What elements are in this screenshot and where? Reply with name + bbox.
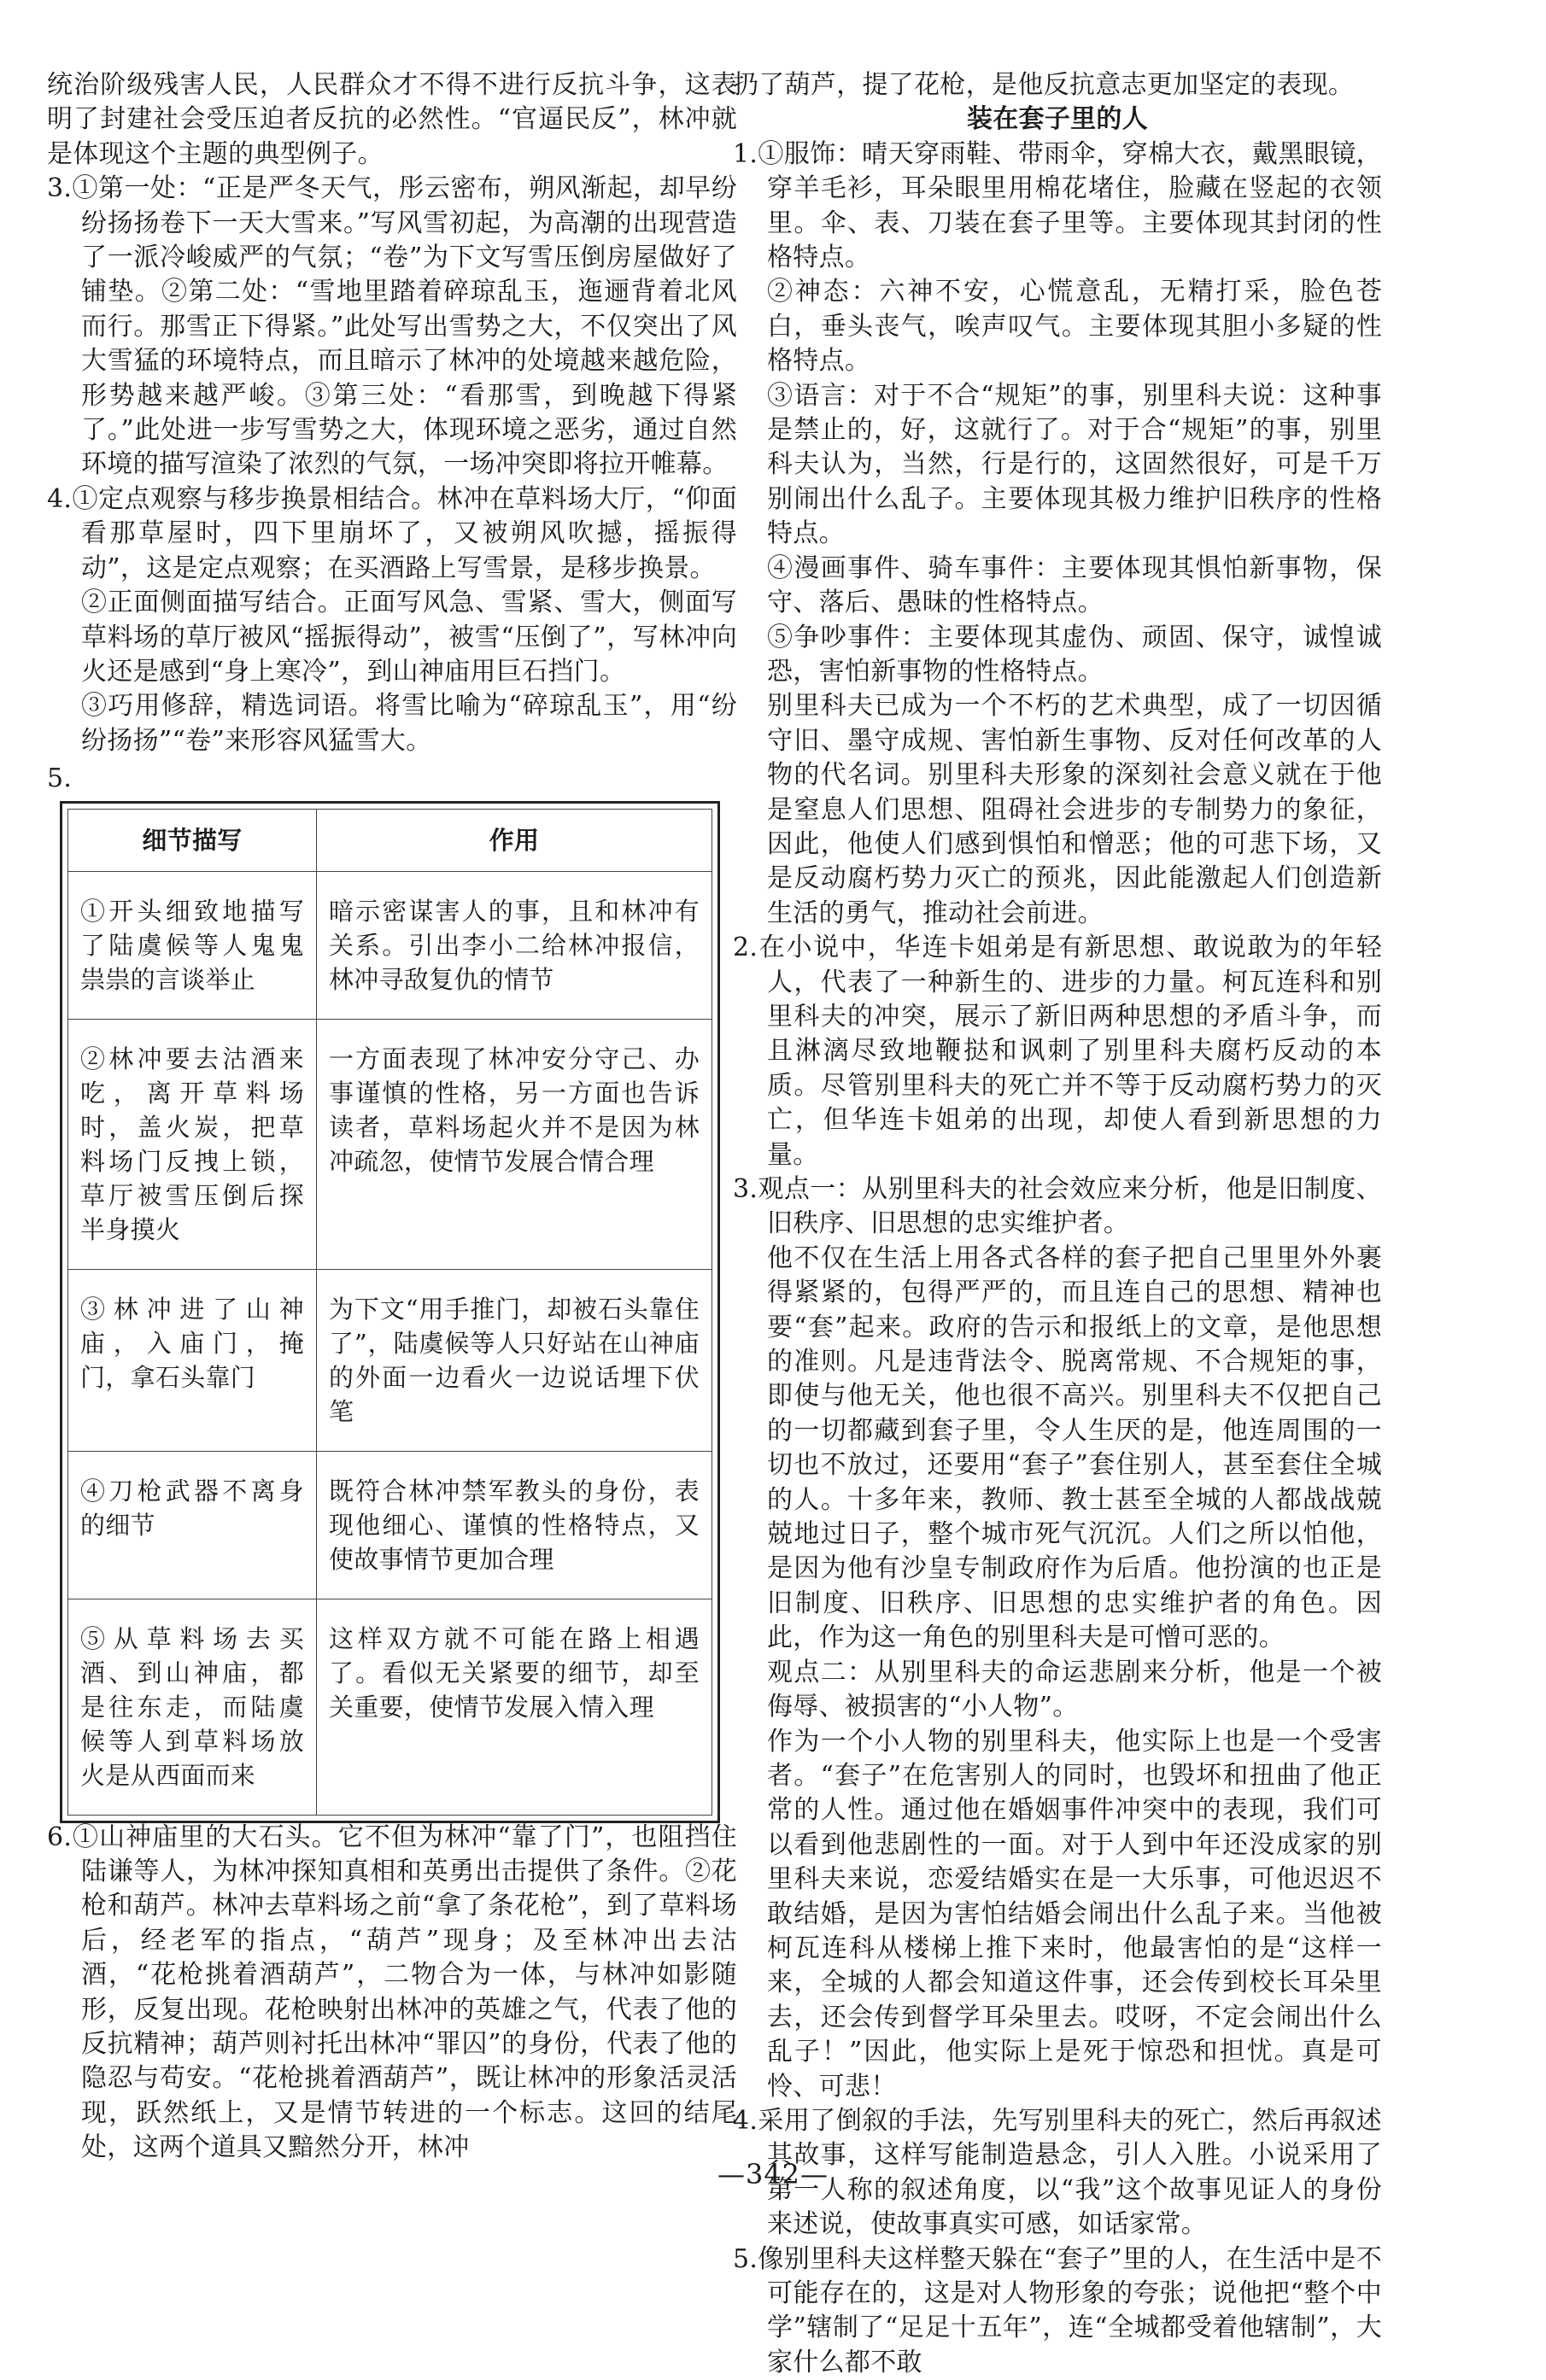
answer-3: 3.①第一处：“正是严冬天气，彤云密布，朔风渐起，却早纷纷扬扬卷下一天大雪来。”写风雪初起，为高潮的出现营造了一派冷峻威严的气氛；“卷”为下文写雪压倒房屋做好了铺垫。②第二处：“雪地里踏着碎琼乱玉，迤逦背着北风而行。那雪正下得紧。”此处写出雪势之大，不仅突出了风大雪猛的环境特点，而且暗示了林冲的处境越来越危险，形势越来越严峻。③第三处：“看那雪，到晚越下得紧了。”此处进一步写雪势之大，体现环境之恶劣，通过自然环境的描写渲染了浓烈的气氛，一场冲突即将拉开帷幕。: [47, 173, 737, 480]
answer-2: 2.在小说中，华连卡姐弟是有新思想、敢说敢为的年轻人，代表了一种新生的、进步的力量。柯瓦连科和别里科夫的冲突，展示了新旧两种思想的矛盾斗争，而且淋漓尽致地鞭挞和讽刺了别里科夫腐朽反动的本质。尽管别里科夫的死亡并不等于反动腐朽势力的灭亡，但华连卡姐弟的出现，却使人看到新思想的力量。: [733, 933, 1382, 1170]
answer-4-part2: ②正面侧面描写结合。正面写风急、雪紧、雪大，侧面写草料场的草厅被风“摇振得动”，被雪“压倒了”，写林冲向火还是感到“身上寒冷”，到山神庙用巨石挡门。: [81, 588, 737, 687]
table-cell-detail: ③林冲进了山神庙，入庙门，掩门，拿石头靠门: [68, 1269, 317, 1451]
answer-5: 5.像别里科夫这样整天躲在“套子”里的人，在生活中是不可能存在的，这是对人物形象的夸张；说他把“整个中学”辖制了“足足十五年”，连“全城都受着他辖制”，大家什么都不敢: [733, 2243, 1382, 2377]
answer-1-summary: 别里科夫已成为一个不朽的艺术典型，成了一切因循守旧、墨守成规、害怕新生事物、反对任何改革的人物的代名词。别里科夫形象的深刻社会意义就在于他是窒息人们思想、阻碍社会进步的专制势力的象征，因此，他使人们感到惧怕和憎恶；他的可悲下场，又是反动腐朽势力灭亡的预兆，因此能激起人们创造新生活的勇气，推动社会前进。: [767, 691, 1382, 928]
table-cell-effect: 这样双方就不可能在路上相遇了。看似无关紧要的细节，却至关重要，使情节发展入情入理: [317, 1599, 712, 1815]
answer-5-number: 5.: [47, 763, 73, 794]
table-cell-detail: ②林冲要去沽酒来吃，离开草料场时，盖火炭，把草料场门反拽上锁，草厅被雪压倒后探半身摸火: [68, 1019, 317, 1269]
section-title: 装在套子里的人: [966, 104, 1149, 135]
table-header-row: [68, 809, 712, 871]
answer-6: 6.①山神庙里的大石头。它不但为林冲“靠了门”，也阻挡住陆谦等人，为林冲探知真相和英勇出击提供了条件。②花枪和葫芦。林冲去草料场之前“拿了条花枪”，到了草料场后，经老军的指点，“葫芦”现身；及至林冲出去沽酒，“花枪挑着酒葫芦”，二物合为一体，与林冲如影随形，反复出现。花枪映射出林冲的英雄之气，代表了他的反抗精神；葫芦则衬托出林冲“罪囚”的身份，代表了他的隐忍与苟安。“花枪挑着酒葫芦”，既让林冲的形象活灵活现，跃然纸上，又是情节转进的一个标志。这回的结尾处，这两个道具又黯然分开，林冲: [47, 1822, 737, 2163]
answer-4-part3: ③巧用修辞，精选词语。将雪比喻为“碎琼乱玉”，用“纷纷扬扬”“卷”来形容风猛雪大。: [81, 691, 737, 756]
answer-1-part5: ⑤争吵事件：主要体现其虚伪、顽固、保守，诚惶诚恐，害怕新事物的性格特点。: [767, 622, 1382, 687]
table-cell-effect: 为下文“用手推门，却被石头靠住了”，陆虞候等人只好站在山神庙的外面一边看火一边说话埋下伏笔: [317, 1269, 712, 1451]
table-header-detail: 细节描写: [68, 809, 317, 871]
answer-3-view2-body: 作为一个小人物的别里科夫，他实际上也是一个受害者。“套子”在危害别人的同时，也毁坏和扭曲了他正常的人性。通过他在婚姻事件冲突中的表现，我们可以看到他悲剧性的一面。对于人到中年还没成家的别里科夫来说，恋爱结婚实在是一大乐事，可他迟迟不敢结婚，是因为害怕结婚会闹出什么乱子来。当他被柯瓦连科从楼梯上推下来时，他最害怕的是“这样一来，全城的人都会知道这件事，还会传到校长耳朵里去，还会传到督学耳朵里去。哎呀，不定会闹出什么乱子！”因此，他实际上是死于惊恐和担忧。真是可怜、可悲！: [767, 1726, 1382, 2102]
left-paragraph-intro: 统治阶级残害人民，人民群众才不得不进行反抗斗争，这表明了封建社会受压迫者反抗的必然性。“官逼民反”，林冲就是体现这个主题的典型例子。: [47, 70, 737, 169]
answer-3-view1-body: 他不仅在生活上用各式各样的套子把自己里里外外裹得紧紧的，包得严严的，而且连自己的思想、精神也要“套”起来。政府的告示和报纸上的文章，是他思想的准则。凡是违背法令、脱离常规、不合规矩的事，即使与他无关，他也很不高兴。别里科夫不仅把自己的一切都藏到套子里，令人生厌的是，他连周围的一切也不放过，还要用“套子”套住别人，甚至套住全城的人。十多年来，教师、教士甚至全城的人都战战兢兢地过日子，整个城市死气沉沉。人们之所以怕他，是因为他有沙皇专制政府作为后盾。他扮演的也正是旧制度、旧秩序、旧思想的忠实维护者的角色。因此，作为这一角色的别里科夫是可憎可恶的。: [767, 1243, 1382, 1653]
table-cell-detail: ⑤从草料场去买酒、到山神庙，都是往东走，而陆虞候等人到草料场放火是从西面而来: [68, 1599, 317, 1815]
table-row: [68, 1599, 712, 1815]
table-cell-effect: 暗示密谋害人的事，且和林冲有关系。引出李小二给林冲报信，林冲寻敌复仇的情节: [317, 871, 712, 1019]
answer-1-part4: ④漫画事件、骑车事件：主要体现其惧怕新事物，保守、落后、愚昧的性格特点。: [767, 553, 1382, 618]
table-row: [68, 1451, 712, 1599]
right-column: [733, 68, 1382, 2380]
table-cell-detail: ④刀枪武器不离身的细节: [68, 1451, 317, 1599]
answer-1-part3: ③语言：对于不合“规矩”的事，别里科夫说：这种事是禁止的，好，这就行了。对于合“规矩”的事，别里科夫认为，当然，行是行的，这固然很好，可是千万别闹出什么乱子。主要体现其极力维护旧秩序的性格特点。: [767, 380, 1382, 549]
page-number: —342—: [717, 2158, 829, 2190]
table-cell-effect: 既符合林冲禁军教头的身份，表现他细心、谨慎的性格特点，又使故事情节更加合理: [317, 1451, 712, 1599]
answer-4: 4.采用了倒叙的手法，先写别里科夫的死亡，然后再叙述其故事，这样写能制造悬念，引人入胜。小说采用了第一人称的叙述角度，以“我”这个故事见证人的身份来述说，使故事真实可感，如话家常。: [733, 2105, 1382, 2240]
table-row: [68, 1019, 712, 1269]
answer-3-view1: 3.观点一：从别里科夫的社会效应来分析，他是旧制度、旧秩序、旧思想的忠实维护者。: [733, 1174, 1382, 1239]
table-header-effect: 作用: [317, 809, 712, 871]
right-paragraph-continued: 扔了葫芦，提了花枪，是他反抗意志更加坚定的表现。: [733, 70, 1355, 100]
answer-4-part1: 4.①定点观察与移步换景相结合。林冲在草料场大厅，“仰面看那草屋时，四下里崩坏了，又被朔风吹撼，摇振得动”，这是定点观察；在买酒路上写雪景，是移步换景。: [47, 483, 737, 583]
table-cell-effect: 一方面表现了林冲安分守己、办事谨慎的性格，另一方面也告诉读者，草料场起火并不是因为林冲疏忽，使情节发展合情合理: [317, 1019, 712, 1269]
table-row: [68, 871, 712, 1019]
detail-table: [67, 809, 712, 1816]
left-column: [47, 68, 737, 2166]
table-row: [68, 1269, 712, 1451]
answer-1-part2: ②神态：六神不安，心慌意乱，无精打采，脸色苍白，垂头丧气，唉声叹气。主要体现其胆小多疑的性格特点。: [767, 277, 1382, 377]
answer-3-view2: 观点二：从别里科夫的命运悲剧来分析，他是一个被侮辱、被损害的“小人物”。: [767, 1657, 1382, 1722]
answer-1-part1: 1.①服饰：晴天穿雨鞋、带雨伞，穿棉大衣，戴黑眼镜，穿羊毛衫，耳朵眼里用棉花堵住，脸藏在竖起的衣领里。伞、表、刀装在套子里等。主要体现其封闭的性格特点。: [733, 138, 1382, 273]
table-cell-detail: ①开头细致地描写了陆虞候等人鬼鬼祟祟的言谈举止: [68, 871, 317, 1019]
